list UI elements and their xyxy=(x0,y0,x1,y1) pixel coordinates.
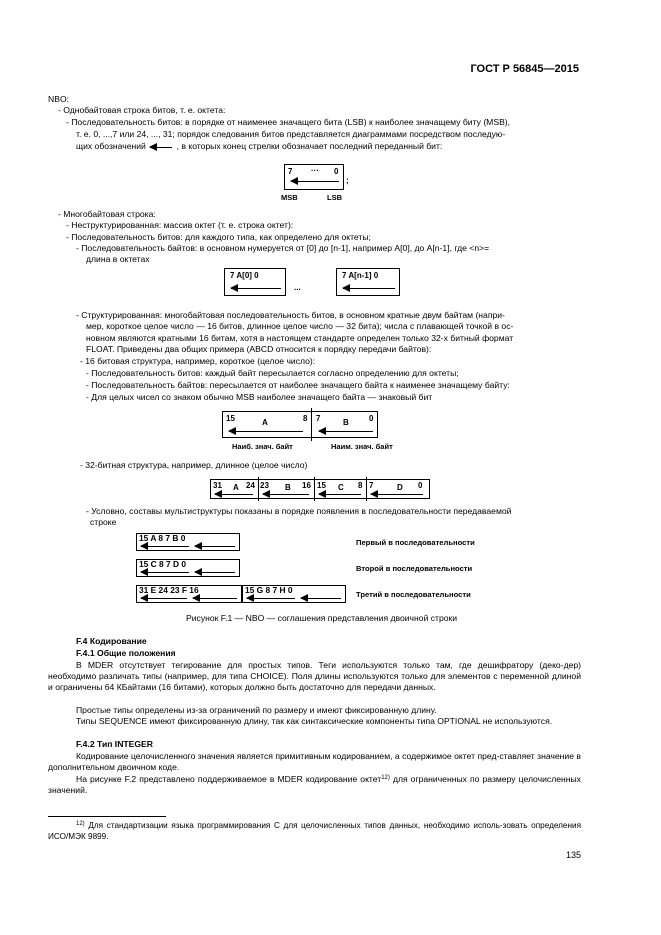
left-arrow-icon xyxy=(141,572,189,573)
footnote-ref: 12) xyxy=(381,775,390,781)
text-line: - 16 битовая структура, например, короткое (целое число): xyxy=(80,356,316,366)
left-arrow-icon xyxy=(195,546,235,547)
bit-label: 0 xyxy=(369,414,374,423)
footnote-rule xyxy=(48,816,166,817)
ellipsis-label: ... xyxy=(294,283,301,292)
left-arrow-icon xyxy=(343,288,395,289)
text-line: - Последовательность байтов: в основном нумеруется от [0] до [n-1], например A[0], до A[n-1], где <n>= xyxy=(76,243,490,253)
text-fragment: , в которых конец стрелки обозначает последний переданный бит: xyxy=(176,141,443,151)
left-arrow-icon xyxy=(229,431,303,432)
bit-label: 15 xyxy=(317,481,326,490)
text-fragment: На рисунке F.2 представлено поддерживаемое в MDER кодирование октет xyxy=(76,774,382,784)
structure-label: 15 G 8 7 H 0 xyxy=(245,585,293,595)
section-heading: F.4 Кодирование xyxy=(76,636,147,646)
element-label: 7 A[0] 0 xyxy=(230,271,259,280)
byte-divider xyxy=(258,477,259,501)
punctuation: ; xyxy=(346,176,349,185)
bit-label: 24 xyxy=(246,481,255,490)
left-arrow-icon xyxy=(371,494,423,495)
text-fragment: щих обозначений xyxy=(76,141,146,151)
left-arrow-icon xyxy=(291,181,339,182)
document-code: ГОСТ Р 56845—2015 xyxy=(470,63,579,75)
left-arrow-icon xyxy=(247,598,295,599)
sequence-third-label: Третий в последовательности xyxy=(356,590,471,599)
element-label: 7 A[n-1] 0 xyxy=(342,271,379,280)
lsb-byte-caption: Наим. знач. байт xyxy=(331,442,393,451)
structure-16bit-diagram xyxy=(222,411,378,438)
msb-byte-caption: Наиб. знач. байт xyxy=(232,442,293,451)
sequence-third-box-high xyxy=(136,585,242,603)
octet-diagram xyxy=(284,164,344,190)
text-line: - Последовательность битов: каждый байт пересылается согласно определению для октеты; xyxy=(86,368,459,378)
bit-label: 7 xyxy=(288,167,293,176)
byte-divider xyxy=(366,477,367,501)
paragraph: Кодирование целочисленного значения является примитивным кодированием, а содержимое октет пред-ставляет значение в дополнительном двоичном коде. xyxy=(48,751,581,772)
left-arrow-icon xyxy=(141,546,189,547)
text-line: строке xyxy=(90,517,117,527)
bit-label: 31 xyxy=(213,481,222,490)
lsb-label: LSB xyxy=(327,193,342,202)
text-line: - Неструктурированная: массив октет (т. е. строка октет): xyxy=(66,220,294,230)
left-arrow-icon xyxy=(301,598,341,599)
section-heading: F.4.2 Тип INTEGER xyxy=(76,739,153,749)
section-heading: F.4.1 Общие положения xyxy=(76,648,176,658)
text-line: длина в октетах xyxy=(86,254,150,264)
left-arrow-icon xyxy=(193,598,237,599)
paragraph: Типы SEQUENCE имеют фиксированную длину, так как синтаксические компоненты типа OPTIONAL не используются. xyxy=(76,716,553,726)
footnote-mark: 12) xyxy=(76,821,85,827)
footnote-text: Для стандартизации языка программирования С для целочисленных типов данных, необходимо исполь-зовать определения ИСО/МЭК 9899. xyxy=(48,821,582,841)
byte-label: A xyxy=(262,418,268,427)
structure-label: 31 E 24 23 F 16 xyxy=(139,585,199,595)
text-line: - Последовательность битов: в порядке от наименее значащего бита (LSB) к наиболее значащему биту (MSB), xyxy=(66,117,511,127)
text-line xyxy=(76,141,442,152)
left-arrow-icon xyxy=(141,598,187,599)
sequence-second-label: Второй в последовательности xyxy=(356,564,473,573)
text-line: т. е. 0, ...,7 или 24, ..., 31; порядок следования битов представляется диаграммами посредством последую- xyxy=(76,129,506,139)
bit-label: 7 xyxy=(369,481,374,490)
text-line: - Структурированная: многобайтовая последовательность битов, в основном кратные двум байтам (напри- xyxy=(76,310,505,320)
text-line: мер, короткое целое число — 16 битов, длинное целое число — 32 бита); числа с плавающей точкой в ос- xyxy=(86,321,514,331)
page-number: 135 xyxy=(566,850,582,860)
array-last-element-box xyxy=(336,268,400,296)
text-line: - Многобайтовая строка: xyxy=(58,209,156,219)
bit-label: 15 xyxy=(226,414,235,423)
bit-label: 0 xyxy=(418,481,423,490)
paragraph xyxy=(48,774,581,796)
bit-label: 8 xyxy=(303,414,308,423)
left-arrow-icon xyxy=(319,431,373,432)
text-line: FLOAT. Приведены два общих примера (ABCD относится к порядку передачи байтов): xyxy=(86,344,432,354)
byte-label: D xyxy=(397,483,403,492)
structure-32bit-diagram xyxy=(210,479,430,499)
bit-label: 16 xyxy=(302,481,311,490)
sequence-second-box xyxy=(136,559,240,577)
msb-label: MSB xyxy=(281,193,298,202)
bit-label: 8 xyxy=(358,481,363,490)
left-arrow-icon xyxy=(319,494,361,495)
text-line: - Для целых чисел со знаком обычно MSB наиболее значащего байта — знаковый бит xyxy=(86,392,433,402)
left-arrow-icon xyxy=(148,143,174,151)
text-line: - 32-битная структура, например, длинное (целое число) xyxy=(80,460,308,470)
left-arrow-icon xyxy=(215,494,253,495)
left-arrow-icon xyxy=(263,494,309,495)
byte-divider xyxy=(314,477,315,501)
text-line: - Последовательность битов: для каждого типа, как определено для октеты; xyxy=(66,232,371,242)
ellipsis-label: ··· xyxy=(311,166,319,175)
sequence-first-box xyxy=(136,533,240,551)
structure-label: 15 C 8 7 D 0 xyxy=(139,559,187,569)
text-line: новном являются кратными 16 битам, хотя в настоящем стандарте определен только 32-х битный формат xyxy=(86,333,514,343)
byte-label: B xyxy=(285,483,291,492)
byte-label: A xyxy=(233,483,239,492)
text-fragment: для ограниченных по размеру целочисленных значений. xyxy=(48,774,581,795)
sequence-third-box-low xyxy=(242,585,346,603)
sequence-first-label: Первый в последовательности xyxy=(356,538,475,547)
byte-label: B xyxy=(343,418,349,427)
footnote xyxy=(48,820,581,842)
bit-label: 23 xyxy=(260,481,269,490)
text-line: - Однобайтовая строка битов, т. е. октета: xyxy=(58,105,226,115)
byte-divider xyxy=(311,408,312,441)
left-arrow-icon xyxy=(195,572,235,573)
structure-label: 15 A 8 7 B 0 xyxy=(139,533,186,543)
text-line: NBO: xyxy=(48,94,70,104)
paragraph: В MDER отсутствует тегирование для простых типов. Теги используются только там, где дешифратору (деко-дер) необходимо различать типы (например, для типа CHOICE). Поля длины используются только для элементов с переменной длиной и ограничены 64 КБайтами (16 битами), которых должно быть достаточно для передачи данных. xyxy=(48,660,581,692)
text-line: - Условно, составы мультиструктуры показаны в порядке появления в последовательности передаваемой xyxy=(86,506,512,516)
array-first-element-box xyxy=(224,268,286,296)
bit-label: 0 xyxy=(334,167,339,176)
left-arrow-icon xyxy=(231,288,281,289)
text-line: - Последовательность байтов: пересылается от наиболее значащего байта к наименее значащему байту: xyxy=(86,380,510,390)
bit-label: 7 xyxy=(316,414,321,423)
figure-caption: Рисунок F.1 — NBO — соглашения представления двоичной строки xyxy=(186,613,458,623)
paragraph: Простые типы определены из-за ограничений по размеру и имеют фиксированную длину. xyxy=(76,705,437,715)
byte-label: C xyxy=(338,483,344,492)
